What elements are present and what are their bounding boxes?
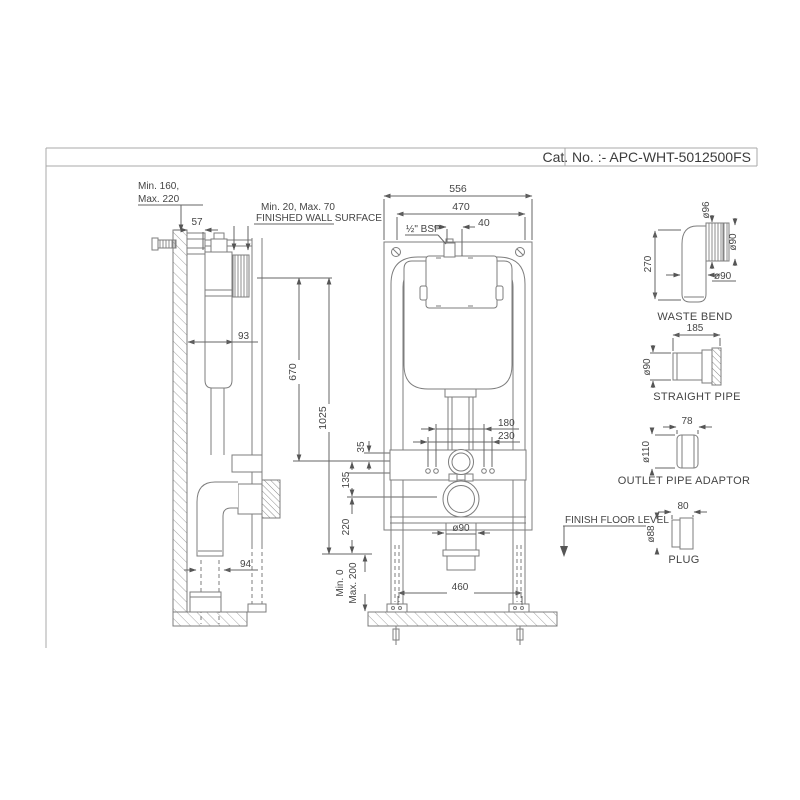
dim-35: 35	[356, 441, 367, 453]
dim-floor-max: Max. 200	[348, 562, 359, 604]
corner-screw-right	[516, 248, 525, 257]
side-flush-housing	[232, 455, 262, 472]
wall-bracket	[152, 233, 252, 254]
front-floor-slab	[368, 612, 557, 626]
outlet-adaptor-length: 78	[681, 416, 693, 427]
wall-finish-note-2: FINISHED WALL SURFACE	[256, 213, 382, 224]
waste-bend-side-dia: ø90	[728, 233, 739, 251]
straight-pipe-dia: ø90	[642, 358, 653, 376]
bsp-label: ½" BSP	[406, 224, 441, 235]
dim-57: 57	[191, 217, 203, 228]
outlet-diameter: ø90	[452, 523, 470, 534]
dim-40: 40	[478, 217, 490, 229]
dim-460: 460	[451, 582, 469, 593]
side-cistern	[205, 233, 232, 455]
accessory-waste-bend	[682, 223, 729, 302]
flush-pipe	[445, 389, 476, 450]
access-panel	[420, 256, 503, 308]
waste-bend-pipe-dia: ø90	[714, 271, 732, 282]
waste-bend-label: WASTE BEND	[657, 311, 733, 323]
side-outlet-assembly	[238, 480, 280, 518]
straight-pipe-length: 185	[686, 323, 704, 334]
outlet-adaptor-dia: ø110	[641, 440, 652, 464]
dim-1025: 1025	[317, 406, 329, 430]
corner-screw-left	[392, 248, 401, 257]
dim-180: 180	[498, 418, 515, 429]
accessory-outlet-adaptor	[677, 435, 698, 468]
legs	[387, 530, 529, 612]
plug-label: PLUG	[668, 554, 700, 566]
sheet-border	[46, 148, 757, 648]
dim-470: 470	[452, 201, 470, 213]
waste-bend-height: 270	[643, 255, 654, 273]
catalog-number: Cat. No. :- APC-WHT-5012500FS	[542, 149, 751, 165]
side-foot-box	[190, 592, 221, 612]
straight-pipe-label: STRAIGHT PIPE	[653, 391, 741, 403]
anchor-bolts	[393, 626, 523, 645]
dim-230: 230	[498, 431, 515, 442]
dim-670: 670	[287, 363, 299, 381]
floor-level-label: FINISH FLOOR LEVEL	[565, 515, 669, 526]
plug-dia: ø88	[646, 525, 657, 543]
dim-depth-range-1: Min. 160,	[138, 181, 180, 192]
dim-556: 556	[449, 183, 467, 195]
dim-floor-min: Min. 0	[335, 569, 346, 597]
accessory-plug	[672, 518, 693, 549]
dim-220: 220	[341, 518, 352, 536]
wall-finish-zone	[233, 255, 249, 297]
plug-length: 80	[677, 501, 689, 512]
floor-level-arrow	[560, 546, 568, 557]
wall-finish-note-1: Min. 20, Max. 70	[261, 202, 335, 213]
wc-outlet	[443, 481, 479, 517]
accessory-straight-pipe	[673, 348, 721, 385]
side-frame-upright	[248, 238, 266, 612]
dim-depth-range-2: Max. 220	[138, 194, 180, 205]
outlet-adaptor-label: OUTLET PIPE ADAPTOR	[617, 475, 751, 487]
waste-bend-inlet-dia: ø96	[701, 201, 712, 219]
dim-135: 135	[341, 471, 352, 489]
side-view	[152, 230, 280, 626]
dim-94: 94	[240, 559, 252, 570]
dim-93: 93	[238, 331, 250, 342]
